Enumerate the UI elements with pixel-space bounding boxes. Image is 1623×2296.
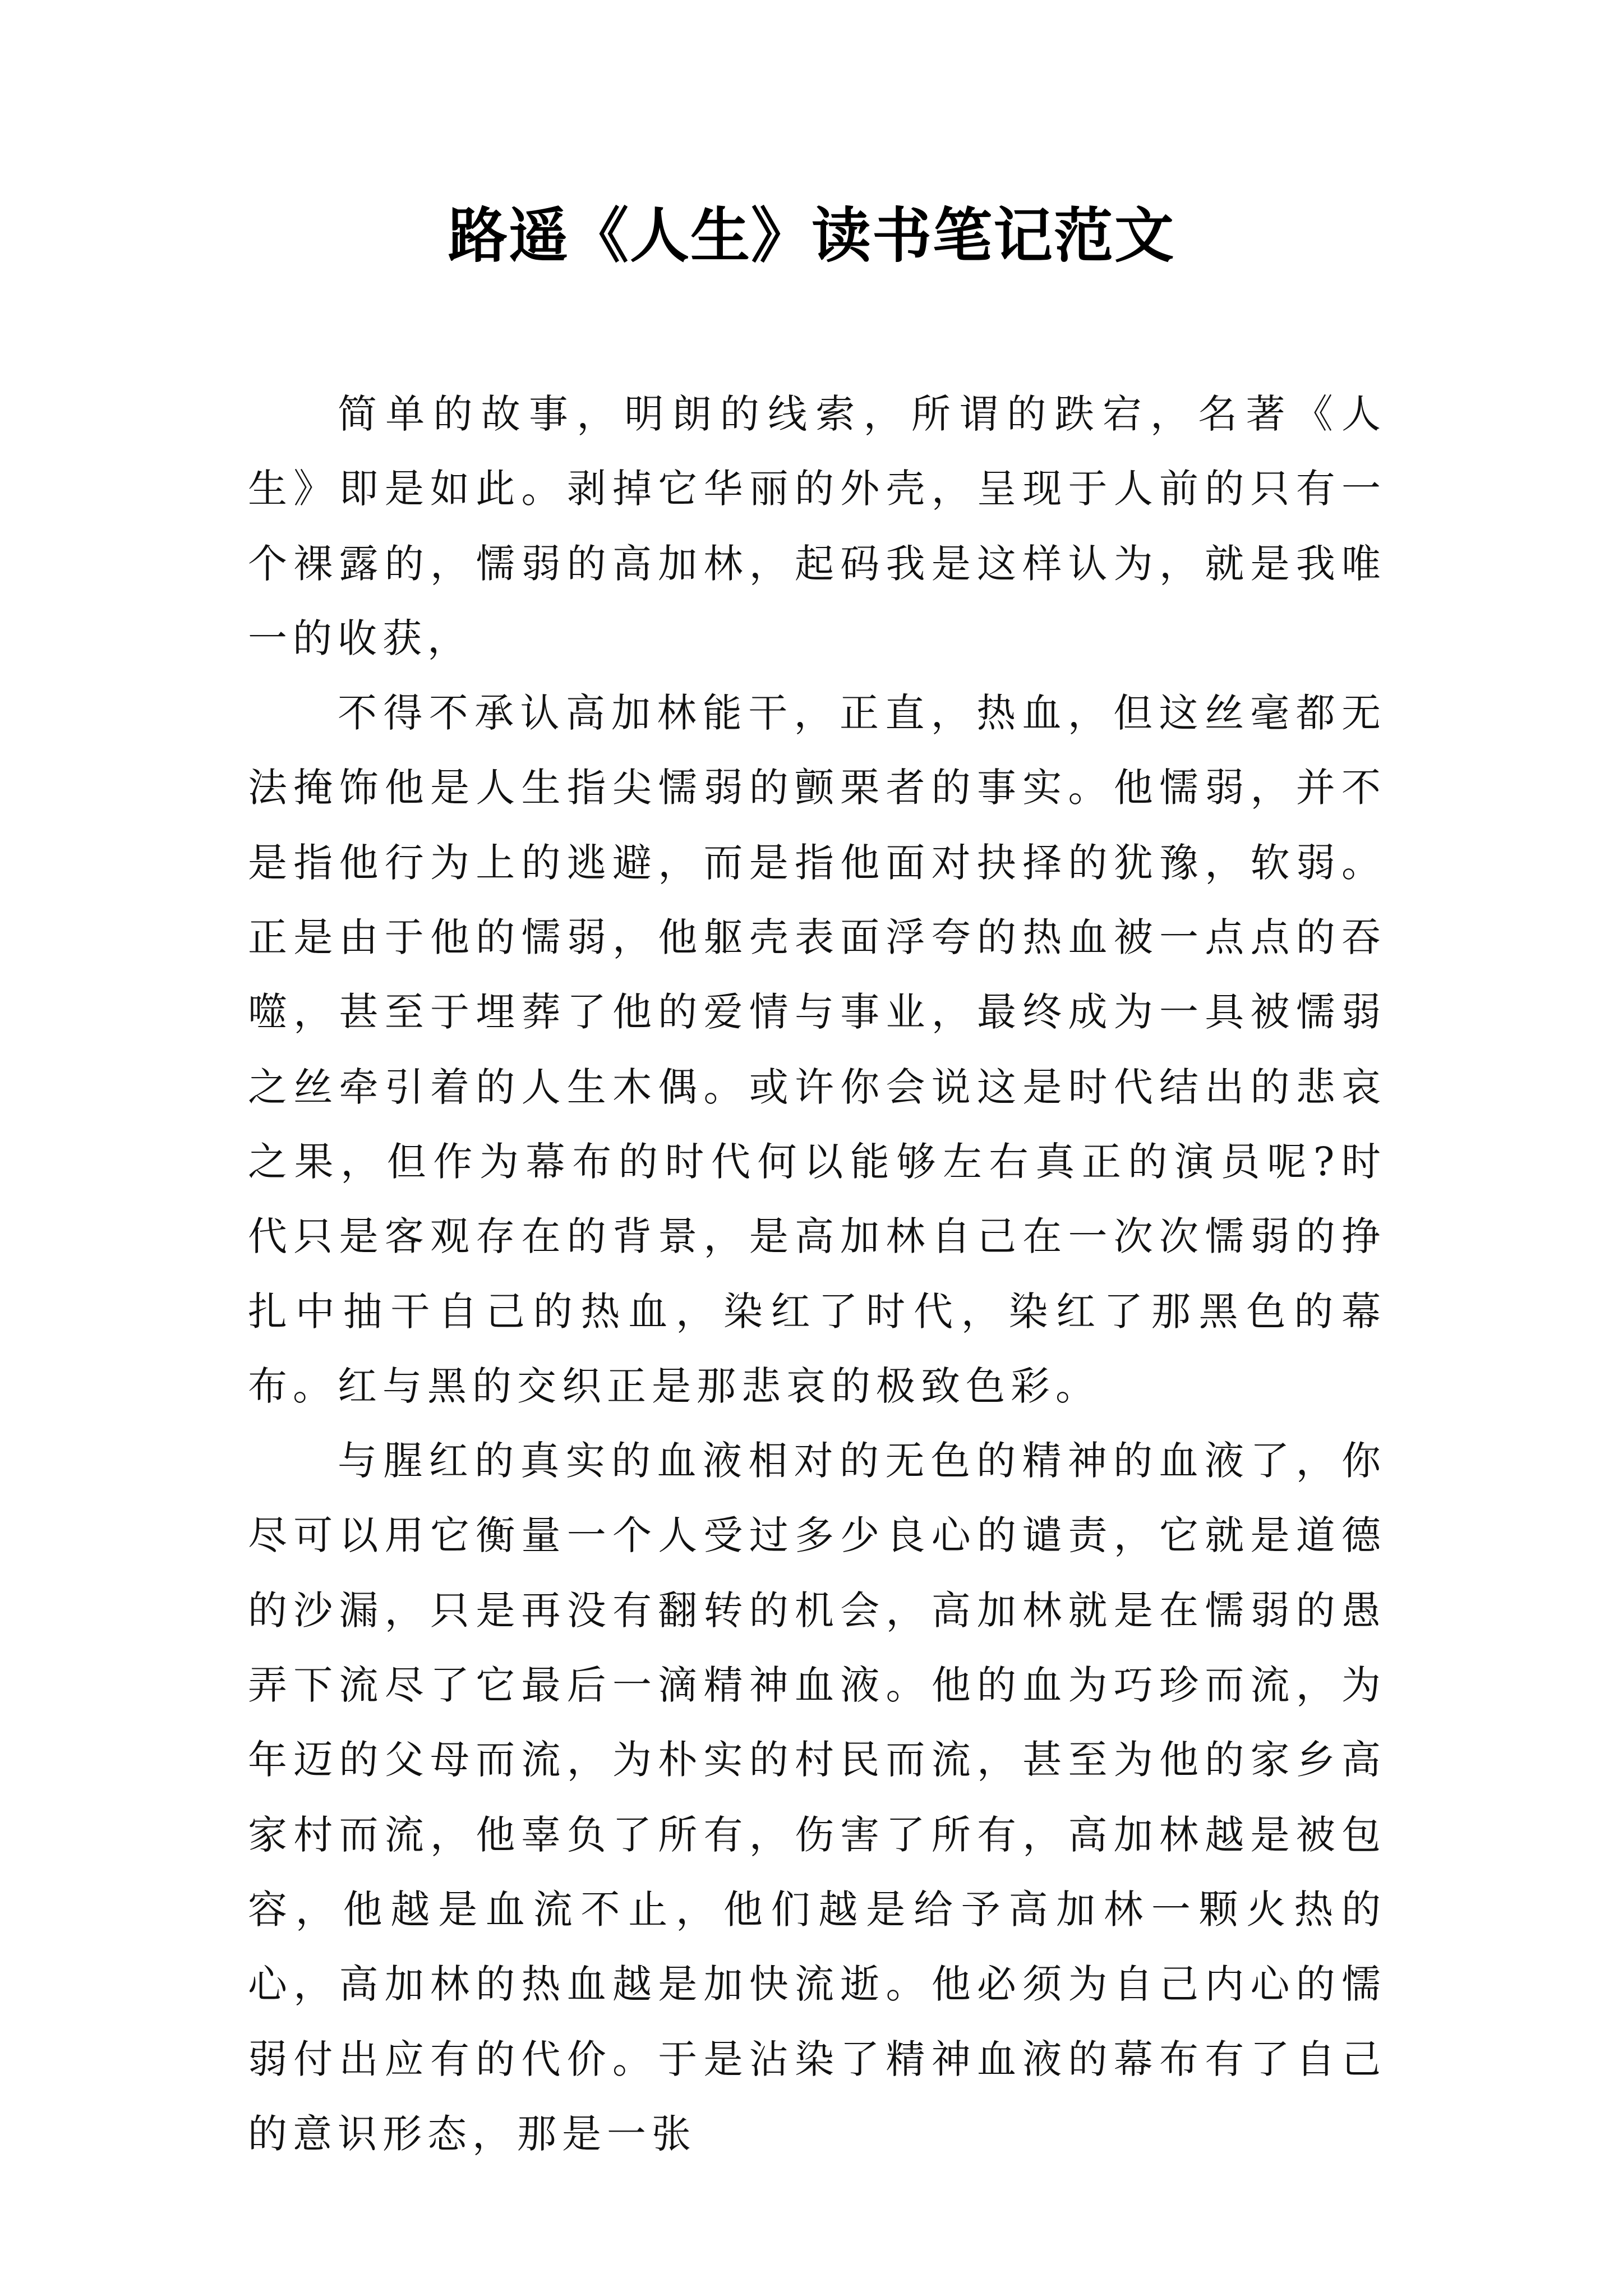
paragraph-2: 不得不承认高加林能干，正直，热血，但这丝毫都无法掩饰他是人生指尖懦弱的颤栗者的事实。他懦弱，并不是指他行为上的逃避，而是指他面对抉择的犹豫，软弱。正是由于他的懦弱，他躯壳表面浮夸的热血被一点点的吞噬，甚至于埋葬了他的爱情与事业，最终成为一具被懦弱之丝牵引着的人生木偶。或许你会说这是时代结出的悲哀之果，但作为幕布的时代何以能够左右真正的演员呢?时代只是客观存在的背景，是高加林自己在一次次懦弱的挣扎中抽干自己的热血，染红了时代，染红了那黑色的幕布。红与黑的交织正是那悲哀的极致色彩。 bbox=[248, 690, 1386, 1409]
document-body bbox=[248, 377, 1386, 2171]
page-title: 路遥《人生》读书笔记范文 bbox=[448, 200, 1175, 270]
paragraph-3: 与腥红的真实的血液相对的无色的精神的血液了，你尽可以用它衡量一个人受过多少良心的谴责，它就是道德的沙漏，只是再没有翻转的机会，高加林就是在懦弱的愚弄下流尽了它最后一滴精神血液。他的血为巧珍而流，为年迈的父母而流，为朴实的村民而流，甚至为他的家乡高家村而流，他辜负了所有，伤害了所有，高加林越是被包容，他越是血流不止，他们越是给予高加林一颗火热的心，高加林的热血越是加快流逝。他必须为自己内心的懦弱付出应有的代价。于是沾染了精神血液的幕布有了自己的意识形态，那是一张 bbox=[248, 1438, 1386, 2157]
paragraph-1: 简单的故事，明朗的线索，所谓的跌宕，名著《人生》即是如此。剥掉它华丽的外壳，呈现于人前的只有一个裸露的，懦弱的高加林，起码我是这样认为，就是我唯一的收获， bbox=[248, 391, 1386, 661]
